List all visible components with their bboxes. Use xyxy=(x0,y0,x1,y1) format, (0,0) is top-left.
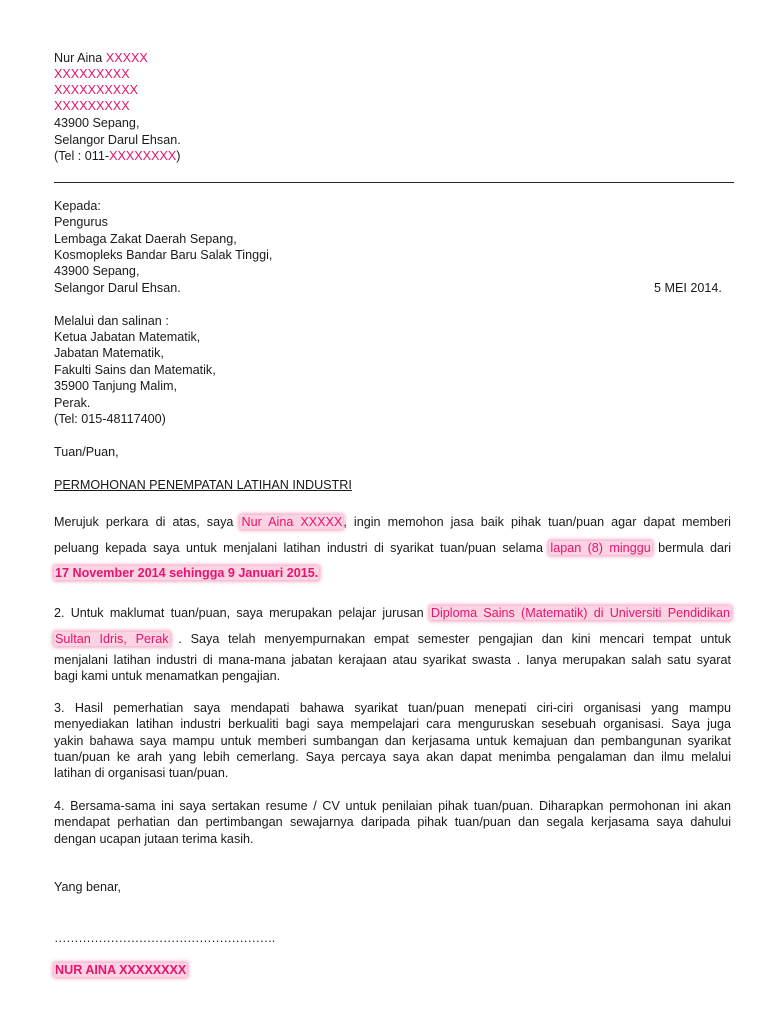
p1-period: 17 November 2014 sehingga 9 Januari 2015. xyxy=(55,566,319,580)
cc-line-1: Ketua Jabatan Matematik, xyxy=(54,330,201,344)
signer-name xyxy=(54,962,187,978)
paragraph-2-line-4: bagi kami untuk menamatkan pengajian. xyxy=(54,669,281,683)
sender-phone-prefix: (Tel : 011- xyxy=(54,149,110,163)
paragraph-1-line-1 xyxy=(54,514,731,530)
letter-date: 5 MEI 2014. xyxy=(654,281,722,295)
sender-phone-suffix: ) xyxy=(176,149,181,163)
sender-address-line-3: XXXXXXXXX xyxy=(54,99,130,113)
p1-applicant-name: Nur Aina XXXXX xyxy=(241,515,343,529)
paragraph-3-line-1: 3. Hasil pemerhatian saya mendapati bahawa syarikat tuan/puan menepati ciri-ciri organisasi yang mampu xyxy=(54,701,731,715)
paragraph-3-line-2: menyediakan latihan industri berkualiti bagi saya mempelajari cara menguruskan sesebuah organisasi. Saya juga xyxy=(54,717,731,731)
signature-line: ………………………………………………. xyxy=(54,931,275,945)
sender-name xyxy=(54,50,148,66)
sender-address-line-2: XXXXXXXXXX xyxy=(54,83,138,97)
recipient-line-2: Lembaga Zakat Daerah Sepang, xyxy=(54,232,237,246)
p1-duration: lapan (8) minggu xyxy=(550,541,651,555)
cc-line-2: Jabatan Matematik, xyxy=(54,346,164,360)
closing: Yang benar, xyxy=(54,880,121,894)
recipient-line-3: Kosmopleks Bandar Baru Salak Tinggi, xyxy=(54,248,273,262)
recipient-line-4: 43900 Sepang, xyxy=(54,264,140,278)
sender-phone-mask: XXXXXXXX xyxy=(109,149,177,163)
paragraph-1-line-2 xyxy=(54,540,731,556)
paragraph-4-line-3: dengan ucapan jutaan terima kasih. xyxy=(54,832,254,846)
paragraph-4-line-1: 4. Bersama-sama ini saya sertakan resume / CV untuk penilaian pihak tuan/puan. Diharapkan permohonan ini akan xyxy=(54,799,731,813)
sender-state: Selangor Darul Ehsan. xyxy=(54,133,181,147)
sender-name-text: Nur Aina xyxy=(54,51,106,65)
paragraph-4-line-2: mendapat perhatian dan pertimbangan sewajarnya daripada pihak tuan/puan dan segala kerjasama saya dahului xyxy=(54,815,731,829)
p2-course-cont: Sultan Idris, Perak xyxy=(55,632,169,646)
paragraph-2-line-3: menjalani latihan industri di mana-mana jabatan kerajaan atau syarikat swasta . Ianya merupakan salah satu syarat xyxy=(54,653,731,667)
paragraph-1-line-3 xyxy=(54,565,319,581)
recipient-line-5: Selangor Darul Ehsan. xyxy=(54,281,181,295)
sender-phone xyxy=(54,148,180,164)
sender-postcode: 43900 Sepang, xyxy=(54,116,140,130)
paragraph-3-line-4: tuan/puan ke arah yang lebih cemerlang. Saya percaya saya akan dapat menimba pengalaman dan ilmu melalui xyxy=(54,750,731,764)
p2-text-b: . Saya telah menyempurnakan empat semester pengajian dan kini mencari tempat untuk xyxy=(178,632,731,646)
cc-line-6: (Tel: 015-48117400) xyxy=(54,412,166,426)
cc-line-3: Fakulti Sains dan Matematik, xyxy=(54,363,216,377)
p1-text-b: , ingin memohon jasa baik pihak tuan/puan agar dapat memberi xyxy=(343,515,731,529)
p2-text-a: 2. Untuk maklumat tuan/puan, saya merupakan pelajar jurusan xyxy=(54,606,424,620)
p2-course: Diploma Sains (Matematik) di Universiti Pendidikan xyxy=(430,606,731,620)
sender-address-line-1: XXXXXXXXX xyxy=(54,67,130,81)
p1-text-c: peluang kepada saya untuk menjalani latihan industri di syarikat tuan/puan selama xyxy=(54,541,543,555)
subject-line: PERMOHONAN PENEMPATAN LATIHAN INDUSTRI xyxy=(54,478,352,492)
recipient-line-1: Pengurus xyxy=(54,215,108,229)
paragraph-3-line-3: yakin bahawa saya mampu untuk memberi sumbangan dan kerjasama untuk kemajuan dan pembangunan syarikat xyxy=(54,734,731,748)
cc-line-4: 35900 Tanjung Malim, xyxy=(54,379,177,393)
cc-line-5: Perak. xyxy=(54,396,91,410)
p1-text-a: Merujuk perkara di atas, saya xyxy=(54,515,234,529)
paragraph-2-line-2 xyxy=(54,631,731,647)
paragraph-3-line-5: latihan di organisasi tuan/puan. xyxy=(54,766,229,780)
p1-text-d: bermula dari xyxy=(658,541,732,555)
paragraph-2-line-1 xyxy=(54,605,731,621)
cc-label: Melalui dan salinan : xyxy=(54,314,169,328)
signer-name-text: NUR AINA XXXXXXXX xyxy=(55,963,187,977)
salutation: Tuan/Puan, xyxy=(54,445,119,459)
header-divider xyxy=(54,182,734,183)
sender-name-mask: XXXXX xyxy=(105,51,148,65)
recipient-to-label: Kepada: xyxy=(54,199,101,213)
